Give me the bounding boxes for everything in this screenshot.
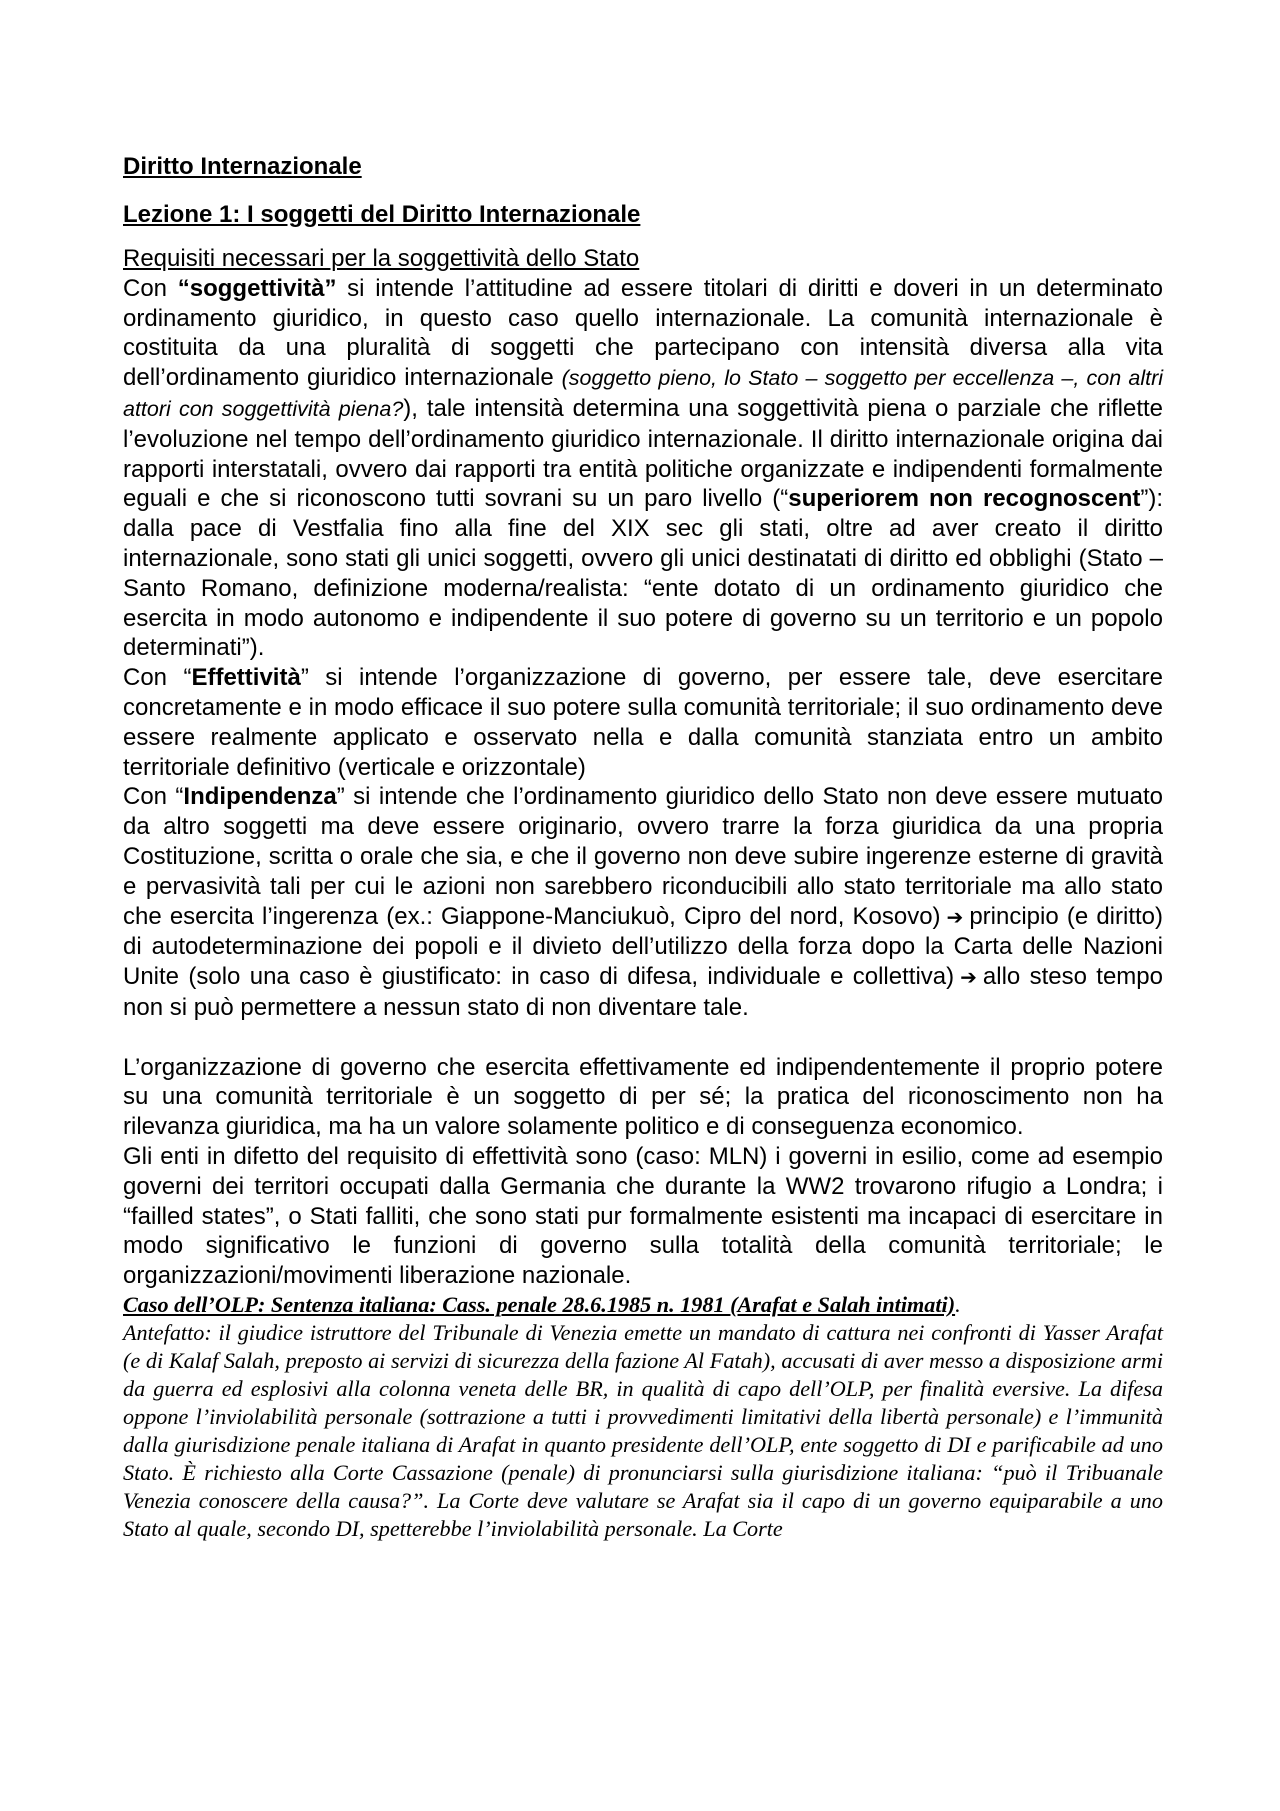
case-title: Caso dell’OLP: Sentenza italiana: Cass. penale 28.6.1985 n. 1981 (Arafat e Salah intimati) [123, 1291, 956, 1317]
paragraph-enti-difetto: Gli enti in difetto del requisito di effettività sono (caso: MLN) i governi in esilio, come ad esempio governi dei territori occupati dalla Germania che durante la WW2 trovarono rifugio a Londra; i “failled states”, o Stati falliti, che sono stati pur formalmente esistenti ma incapaci di esercitare in modo significativo le funzioni di governo sulla totalità della comunità territoriale; le organizzazioni/movimenti liberazione nazionale. [123, 1142, 1163, 1290]
bold-term: Effettività [191, 664, 301, 692]
text-run: principio (e diritto) di autodeterminazione dei popoli e il divieto dell’utilizzo della forza dopo la Carta delle Nazioni Unite (solo una caso è giustificato: in caso di difesa, individuale e collettiva) [123, 902, 1163, 991]
text-run: si intende l’attitudine ad essere titolari di diritti e doveri in un determinato ordinamento giuridico, in questo caso quello internazionale. La comunità internazionale è costituita da una pluralità di soggetti che partecipano con intensità diversa alla vita dell’ordinamento giuridico internazionale [123, 274, 1163, 392]
text-run: Con [123, 274, 178, 302]
right-arrow-icon: ➔ [960, 965, 977, 990]
document-title: Diritto Internazionale [123, 153, 362, 180]
italic-note: (soggetto pieno, lo Stato – soggetto per eccellenza –, con altri attori con soggettività piena? [123, 366, 1164, 421]
text-run: Con “ [123, 783, 184, 811]
paragraph-soggettivita [123, 274, 1163, 663]
case-title-end: . [955, 1291, 961, 1317]
bold-term: “soggettività” [177, 274, 337, 302]
bold-term: Indipendenza [183, 783, 337, 811]
text-run: allo steso tempo non si può permettere a nessun stato di non diventare tale. [123, 963, 1163, 1021]
paragraph-indipendenza [123, 782, 1163, 1022]
text-run: ” si intende che l’ordinamento giuridico dello Stato non deve essere mutuato da altro soggetti ma deve essere originario, ovvero trarre la forza giuridica da una propria Costituzione, scritta o orale che sia, e che il governo non deve subire ingerenze esterne di gravità e pervasività tali per cui le azioni non sarebbero riconducibili allo stato territoriale ma allo stato che esercita l’ingerenza (ex.: Giappone-Manciukuò, Cipro del nord, Kosovo) [123, 783, 1163, 930]
case-olp [123, 1291, 1163, 1543]
paragraph-riconoscimento: L’organizzazione di governo che esercita effettivamente ed indipendentemente il proprio potere su una comunità territoriale è un soggetto di per sé; la pratica del riconoscimento non ha rilevanza giuridica, ma ha un valore solamente politico e di conseguenza economico. [123, 1053, 1163, 1141]
case-body: Antefatto: il giudice istruttore del Tribunale di Venezia emette un mandato di cattura nei confronti di Yasser Arafat (e di Kalaf Salah, preposto ai servizi di sicurezza della fazione Al Fatah), accusati di aver messo a disposizione armi da guerra ed esplosivi alla colonna veneta delle BR, in qualità di capo dell’OLP, per finalità eversive. La difesa oppone l’inviolabilità personale (sottrazione a tutti i provvedimenti limitativi della libertà personale) e l’immunità dalla giurisdizione penale italiana di Arafat in quanto presidente dell’OLP, ente soggetto di DI e parificabile ad uno Stato. È richiesto alla Corte Cassazione (penale) di pronunciarsi sulla giurisdizione italiana: “può il Tribuanale Venezia conoscere della causa?”. La Corte deve valutare se Arafat sia il capo di un governo equiparabile a uno Stato al quale, secondo DI, spetterebbe l’inviolabilità personale. La Corte [123, 1319, 1163, 1541]
text-run: ”): dalla pace di Vestfalia fino alla fine del XIX sec gli stati, oltre ad aver creato il diritto internazionale, sono stati gli unici soggetti, ovvero gli unici destinatati di diritto ed obblighi (Stato – Santo Romano, definizione moderna/realista: “ente dotato di un ordinamento giuridico che esercita in modo autonomo e indipendente il suo potere di governo su un territorio e un popolo determinati”). [123, 485, 1163, 662]
right-arrow-icon: ➔ [946, 904, 964, 929]
text-run: Con “ [123, 664, 192, 692]
text-run: ” si intende l’organizzazione di governo, per essere tale, deve esercitare concretamente e in modo efficace il suo potere sulla comunità territoriale; il suo ordinamento deve essere realmente applicato e osservato nella e dalla comunità stanziata entro un ambito territoriale definitivo (verticale e orizzontale) [123, 664, 1163, 781]
lesson-title: Lezione 1: I soggetti del Diritto Internazionale [123, 201, 641, 228]
blank-line [123, 1023, 1163, 1053]
section-heading: Requisiti necessari per la soggettività dello Stato [123, 245, 640, 272]
paragraph-effettivita [123, 663, 1163, 782]
text-run: ), tale intensità determina una soggettività piena o parziale che riflette l’evoluzione nel tempo dell’ordinamento giuridico internazionale. Il diritto internazionale origina dai rapporti interstatali, ovvero dai rapporti tra entità politiche organizzate e indipendenti formalmente eguali e che si riconoscono tutti sovrani su un paro livello (“ [123, 394, 1163, 513]
bold-term: superiorem non recognoscent [788, 485, 1141, 513]
document-page [123, 152, 1163, 1543]
